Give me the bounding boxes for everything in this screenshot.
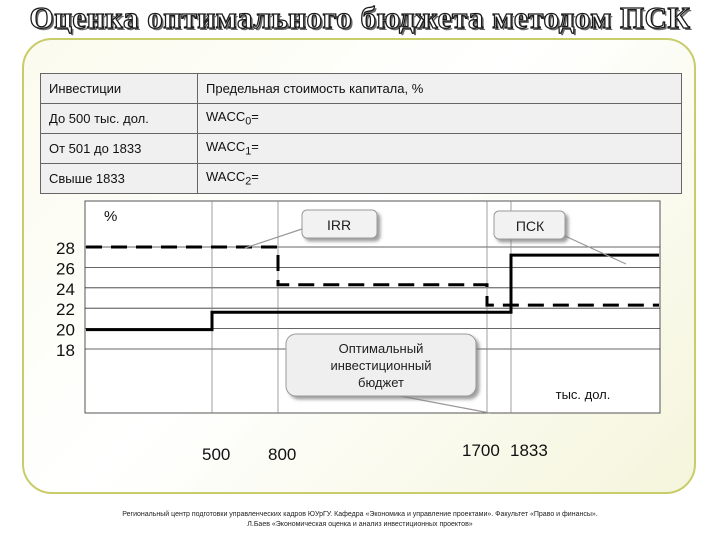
optimal-callout-line1: Оптимальный — [338, 341, 424, 356]
x-tick-label: 500 — [202, 445, 231, 464]
wacc-label: WACC — [206, 169, 246, 185]
x-tick-label: 1700 — [462, 441, 500, 460]
optimal-callout-line2: инвестиционный — [330, 358, 432, 373]
y-tick-label: 24 — [56, 279, 75, 299]
wacc-subscript: 1 — [245, 145, 252, 158]
wacc-equals: = — [251, 169, 259, 185]
footer-line-2: Л.Баев «Экономическая оценка и анализ инвестиционных проектов» — [247, 521, 473, 528]
psk-callout-label: ПСК — [515, 218, 545, 234]
wacc-label: WACC — [206, 139, 246, 155]
y-axis-label: % — [104, 208, 118, 225]
x-axis-label: тыс. дол. — [555, 387, 611, 402]
y-tick-label: 26 — [56, 259, 75, 279]
wacc-equals: = — [251, 139, 259, 155]
page-title: Оценка оптимального бюджета методом ПСК — [29, 0, 691, 35]
x-tick-label: 1833 — [510, 441, 548, 460]
wacc-subscript: 2 — [245, 175, 252, 188]
range-cell: От 501 до 1833 — [41, 134, 198, 164]
optimal-callout-line3: бюджет — [358, 375, 404, 390]
y-tick-label: 20 — [56, 320, 75, 340]
y-tick-label: 18 — [56, 341, 75, 360]
header-investments: Инвестиции — [41, 74, 198, 104]
footer-line-1: Региональный центр подготовки управленческих кадров ЮУрГУ. Кафедра «Экономика и управление проектами». Факультет «Право и финансы». — [122, 511, 598, 518]
x-tick-label: 800 — [268, 445, 297, 464]
irr-callout-label: IRR — [326, 217, 352, 233]
y-tick-label: 28 — [56, 239, 75, 258]
wacc-label: WACC — [206, 109, 246, 125]
wacc-equals: = — [251, 109, 259, 125]
range-cell: До 500 тыс. дол. — [41, 104, 198, 134]
range-cell: Свыше 1833 — [41, 164, 198, 194]
header-capital-cost: Предельная стоимость капитала, % — [198, 74, 682, 104]
wacc-subscript: 0 — [245, 115, 252, 128]
y-tick-label: 22 — [56, 300, 75, 320]
